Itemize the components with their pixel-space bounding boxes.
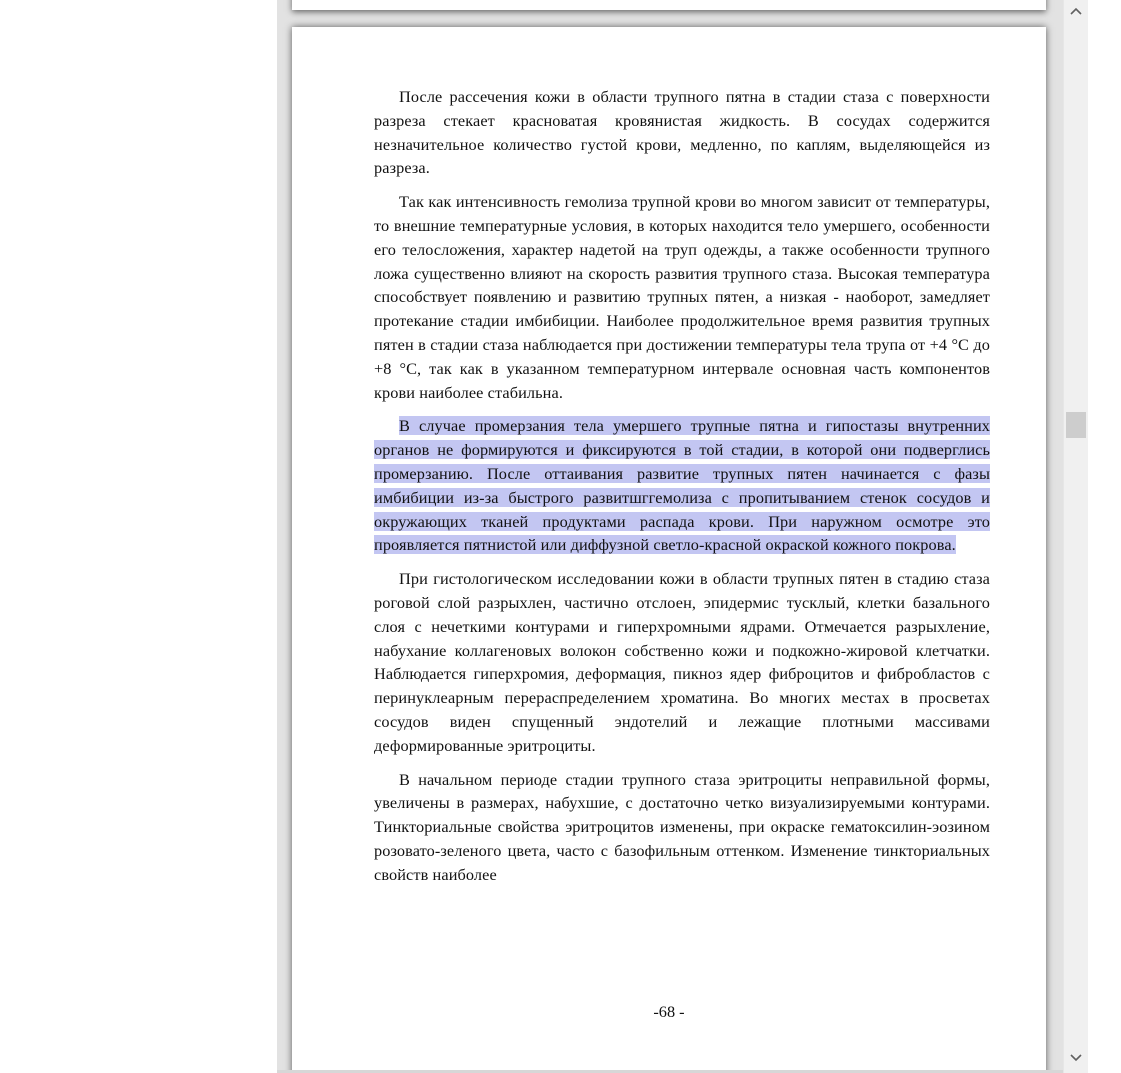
scroll-thumb[interactable]: [1066, 412, 1086, 438]
paragraph: Так как интенсивность гемолиза трупной крови во многом зависит от температуры, то внешние температурные условия, в которых находится тело умершего, особенности его телосложения, характер надетой на труп одежды, а также особенности трупного ложа существенно влияют на скорость развития трупного стаза. Высокая температура способствует появлению и развитию трупных пятен, а низкая - наоборот, замедляет протекание стадии имбибиции. Наиболее продолжительное время развития трупных пятен в стадии стаза наблюдается при достижении температуры тела трупа от +4 °С до +8 °С, так как в указанном температурном интервале основная часть компонентов крови наиболее стабильна.: [374, 192, 990, 402]
paragraph: В начальном периоде стадии трупного стаза эритроциты неправильной формы, увеличены в размерах, набухшие, с достаточно четко визуализируемыми контурами. Тинкториальные свойства эритроцитов изменены, при окраске гематоксилин-эозином розовато-зеленого цвета, часто с базофильным оттенком. Изменение тинкториальных свойств наиболее: [374, 769, 990, 884]
vertical-scrollbar[interactable]: [1063, 0, 1088, 1073]
scroll-up-button[interactable]: [1064, 0, 1088, 22]
paragraph: При гистологическом исследовании кожи в области трупных пятен в стадию стаза роговой слой разрыхлен, частично отслоен, эпидермис тусклый, клетки базального слоя с нечеткими контурами и гиперхромными ядрами. Отмечается разрыхление, набухание коллагеновых волокон собственно кожи и подкожно-жировой клетчатки. Наблюдается гиперхромия, деформация, пикноз ядер фиброцитов и фибробластов с перинуклеарным перераспределением хроматина. Во многих местах в просветах сосудов виден спущенный эндотелий и лежащие плотными массивами деформированные эритроциты.: [374, 569, 990, 755]
paragraph: После рассечения кожи в области трупного пятна в стадии стаза с поверхности разреза стекает красноватая кровянистая жидкость. В сосудах содержится незначительное количество густой крови, медленно, по каплям, выделяющейся из разреза.: [374, 87, 990, 178]
previous-page: [292, 0, 1046, 10]
highlighted-paragraph[interactable]: [374, 414, 990, 557]
document-page: [292, 27, 1046, 1070]
chevron-up-icon: [1070, 7, 1082, 15]
page-number: -68 -: [653, 1002, 685, 1021]
scroll-down-button[interactable]: [1064, 1047, 1088, 1069]
text-selection[interactable]: В случае промерзания тела умершего трупные пятна и гипостазы внутренних органов не формируются и фиксируются в той стадии, в которой они подверглись промерзанию. После оттаивания развитие трупных пятен начинается с фазы имбибиции из-за быстрого развитшггемолиза с пропитыванием стенок сосудов и окружающих тканей продуктами распада крови. При наружном осмотре это проявляется пятнистой или диффузной светло-красной окраской кожного покрова.: [374, 416, 990, 555]
document-viewer[interactable]: [277, 0, 1063, 1070]
chevron-down-icon: [1070, 1054, 1082, 1062]
page-text: [374, 85, 990, 897]
